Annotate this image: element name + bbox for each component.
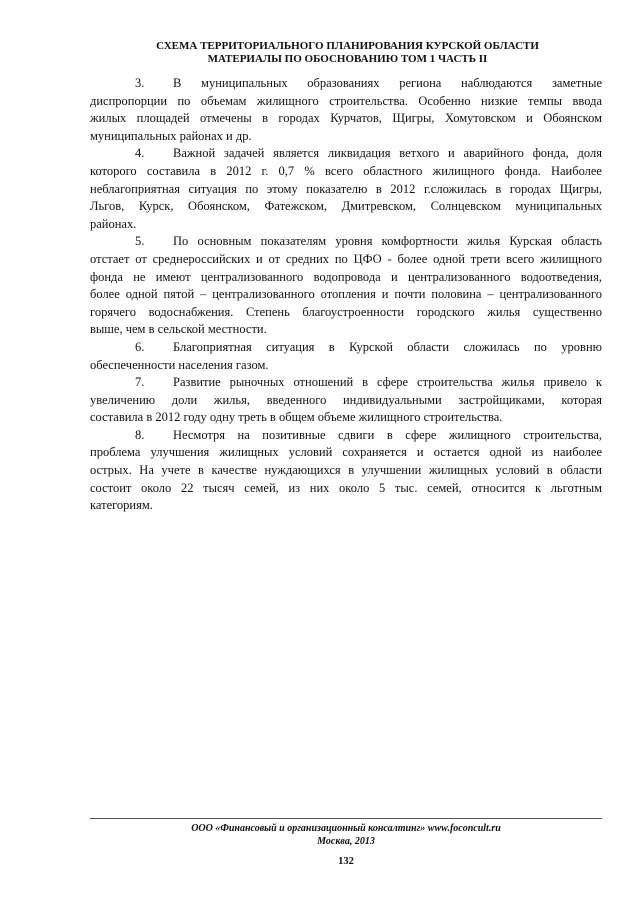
page-header: [95, 40, 600, 66]
paragraph-line: [90, 233, 602, 251]
paragraph-text: горячего водоснабжения. Степень благоустроенности городского жилья существенно: [90, 304, 602, 319]
paragraph-line: [90, 181, 602, 199]
paragraph-number: 8.: [135, 427, 145, 442]
numbered-paragraph: [90, 233, 602, 339]
paragraph-text: По основным показателям уровня комфортности жилья Курская область: [173, 234, 602, 249]
paragraph-line: [90, 444, 602, 462]
paragraph-text: Благоприятная ситуация в Курской области сложилась по уровню: [173, 339, 602, 354]
paragraph-text: жилых площадей отмечены в городах Курчатов, Щигры, Хомутовском и Обоянском: [90, 111, 602, 126]
header-subtitle: МАТЕРИАЛЫ ПО ОБОСНОВАНИЮ ТОМ 1 ЧАСТЬ II: [207, 53, 488, 65]
footer-company: ООО «Финансовый и организационный консалтинг» www.foconcult.ru: [191, 823, 501, 834]
paragraph-line: [90, 269, 602, 287]
paragraph-line: [90, 357, 602, 375]
paragraph-text: районах.: [90, 216, 137, 231]
paragraph-text: увеличению доли жилья, введенного индивидуальными застройщиками, которая: [90, 392, 602, 407]
paragraph-line: [90, 409, 602, 427]
paragraph-line: [90, 462, 602, 480]
numbered-paragraph: [90, 75, 602, 145]
numbered-paragraph: [90, 339, 602, 374]
paragraph-line: [90, 216, 602, 234]
paragraph-text: выше, чем в сельской местности.: [90, 322, 267, 337]
numbered-paragraph: [90, 427, 602, 515]
paragraph-text: фонда не имеют централизованного водопровода и централизованного водоотведения,: [90, 269, 602, 284]
paragraph-number: 7.: [135, 375, 145, 390]
paragraph-text: проблема улучшения жилищных условий сохраняется и остается одной из наиболее: [90, 445, 602, 460]
header-title: СХЕМА ТЕРРИТОРИАЛЬНОГО ПЛАНИРОВАНИЯ КУРСКОЙ ОБЛАСТИ: [156, 40, 539, 52]
paragraph-line: [90, 392, 602, 410]
paragraph-text: которого составила в 2012 г. 0,7 % всего областного жилищного фонда. Наиболее: [90, 163, 602, 178]
paragraph-text: неблагоприятная ситуация по этому показателю в 2012 г.сложилась в городах Щигры,: [90, 181, 602, 196]
paragraph-line: [90, 145, 602, 163]
paragraph-line: [90, 198, 602, 216]
paragraph-text: отстает от среднероссийских и от средних по ЦФО - более одной трети всего жилищного: [90, 251, 602, 266]
numbered-paragraph: [90, 374, 602, 427]
footer-city-year: Москва, 2013: [317, 836, 375, 847]
paragraph-text: диспропорции по объемам жилищного строительства. Особенно низкие темпы ввода: [90, 93, 602, 108]
paragraph-text: Льгов, Курск, Обоянском, Фатежском, Дмитревском, Солнцевском муниципальных: [90, 199, 602, 214]
paragraph-text: категориям.: [90, 498, 153, 513]
paragraph-line: [90, 163, 602, 181]
paragraph-text: Развитие рыночных отношений в сфере строительства жилья привело к: [173, 375, 602, 390]
paragraph-line: [90, 286, 602, 304]
page-footer: [90, 822, 602, 848]
footer-divider: [90, 818, 602, 819]
paragraph-line: [90, 339, 602, 357]
paragraph-line: [90, 480, 602, 498]
paragraph-text: состоит около 22 тысяч семей, из них около 5 тыс. семей, относится к льготным: [90, 480, 602, 495]
paragraph-line: [90, 251, 602, 269]
paragraph-line: [90, 374, 602, 392]
paragraph-number: 6.: [135, 339, 145, 354]
numbered-paragraph: [90, 145, 602, 233]
document-body: [90, 75, 602, 515]
paragraph-number: 4.: [135, 146, 145, 161]
paragraph-line: [90, 427, 602, 445]
paragraph-line: [90, 75, 602, 93]
paragraph-line: [90, 497, 602, 515]
paragraph-line: [90, 304, 602, 322]
paragraph-text: Несмотря на позитивные сдвиги в сфере жилищного строительства,: [173, 427, 602, 442]
paragraph-text: Важной задачей является ликвидация ветхого и аварийного фонда, доля: [173, 146, 602, 161]
paragraph-text: муниципальных районах и др.: [90, 128, 252, 143]
paragraph-line: [90, 321, 602, 339]
paragraph-number: 3.: [135, 76, 145, 90]
paragraph-text: В муниципальных образованиях региона наблюдаются заметные: [173, 76, 602, 90]
paragraph-line: [90, 110, 602, 128]
paragraph-text: острых. На учете в качестве нуждающихся в улучшении жилищных условий в области: [90, 463, 602, 478]
paragraph-number: 5.: [135, 234, 145, 249]
paragraph-text: более одной пятой – централизованного отопления и почти половина – централизованного: [90, 287, 602, 302]
paragraph-line: [90, 93, 602, 111]
paragraph-text: обеспеченности населения газом.: [90, 357, 269, 372]
page-number: 132: [338, 856, 354, 867]
paragraph-line: [90, 128, 602, 146]
paragraph-text: составила в 2012 году одну треть в общем объеме жилищного строительства.: [90, 410, 503, 425]
